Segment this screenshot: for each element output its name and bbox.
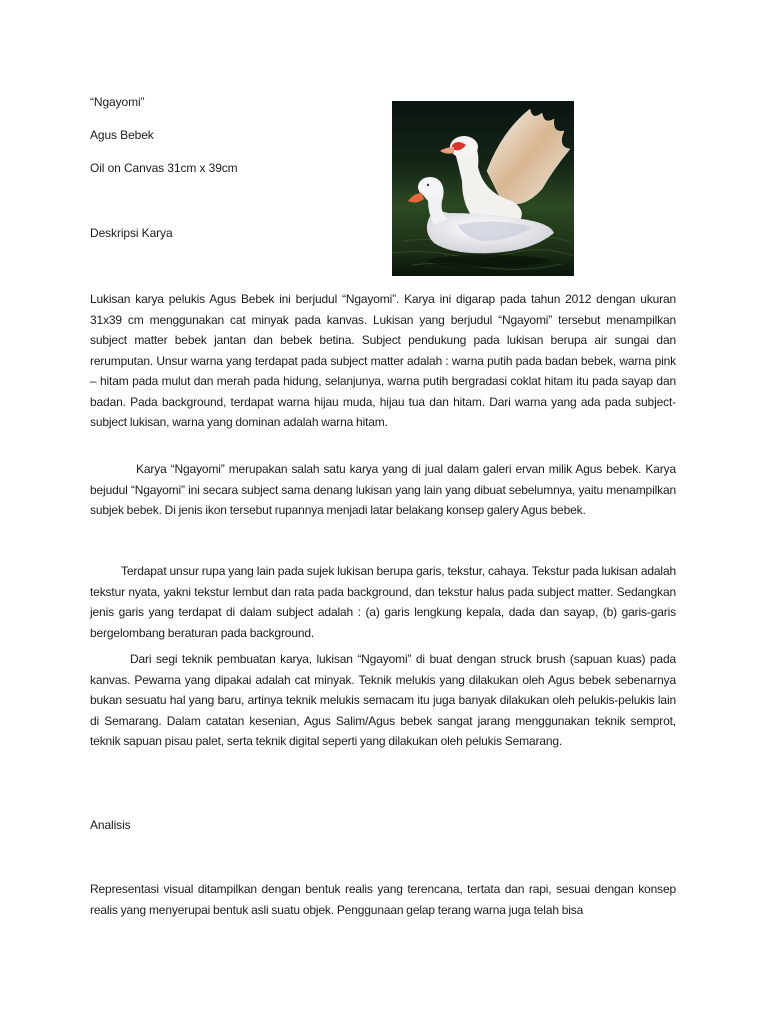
description-body bbox=[90, 289, 676, 433]
artwork-title: “Ngayomi” bbox=[90, 95, 145, 109]
description-heading: Deskripsi Karya bbox=[90, 226, 173, 240]
description-body-2 bbox=[90, 459, 676, 521]
description-paragraph-3: Terdapat unsur rupa yang lain pada sujek lukisan berupa garis, tekstur, cahaya. Tekstur pada lukisan adalah tekstur nyata, yakni tekstur lembut dan rata pada background, dan tekstur halus pada subject matter. Sedangkan jenis garis yang terdapat di dalam subject adalah : (a) garis lengkung kepala, dada dan sayap, (b) garis-garis bergelombang beraturan pada background. bbox=[90, 564, 676, 640]
description-body-3 bbox=[90, 561, 676, 643]
description-body-4 bbox=[90, 649, 676, 752]
artwork-image bbox=[392, 101, 574, 276]
description-paragraph-1: Lukisan karya pelukis Agus Bebek ini berjudul “Ngayomi”. Karya ini digarap pada tahun 2012 dengan ukuran 31x39 cm menggunakan cat minyak pada kanvas. Lukisan yang berjudul “Ngayomi” tersebut menampilkan subject matter bebek jantan dan bebek betina. Subject pendukung pada lukisan berupa air sungai dan rerumputan. Unsur warna yang terdapat pada subject matter adalah : warna putih pada badan bebek, warna pink – hitam pada mulut dan merah pada hidung, selanjunya, warna putih bergradasi coklat hitam itu pada sayap dan badan. Pada background, terdapat warna hijau muda, hijau tua dan hitam. Dari warna yang ada pada subject-subject lukisan, warna yang dominan adalah warna hitam. bbox=[90, 292, 676, 429]
description-paragraph-4: Dari segi teknik pembuatan karya, lukisan “Ngayomi” di buat dengan struck brush (sapuan kuas) pada kanvas. Pewarna yang dipakai adalah cat minyak. Teknik melukis yang dilakukan oleh Agus bebek sebenarnya bukan sesuatu hal yang baru, artinya teknik melukis semacam itu juga banyak dilakukan oleh pelukis-pelukis lain di Semarang. Dalam catatan kesenian, Agus Salim/Agus bebek sangat jarang menggunakan teknik semprot, teknik sapuan pisau palet, serta teknik digital seperti yang dilakukan oleh pelukis Semarang. bbox=[90, 652, 676, 748]
artwork-medium: Oil on Canvas 31cm x 39cm bbox=[90, 161, 238, 175]
analysis-paragraph-1: Representasi visual ditampilkan dengan bentuk realis yang terencana, tertata dan rapi, sesuai dengan konsep realis yang menyerupai bentuk asli suatu objek. Penggunaan gelap terang warna juga telah bisa bbox=[90, 882, 676, 917]
analysis-heading: Analisis bbox=[90, 818, 131, 832]
artist-name: Agus Bebek bbox=[90, 128, 154, 142]
description-paragraph-2: Karya “Ngayomi” merupakan salah satu karya yang di jual dalam galeri ervan milik Agus bebek. Karya bejudul “Ngayomi” ini secara subject sama denang lukisan yang lain yang dibuat sebelumnya, yaitu menampilkan subjek bebek. Di jenis ikon tersebut rupannya menjadi latar belakang konsep galery Agus bebek. bbox=[90, 462, 676, 517]
duck-painting-icon bbox=[392, 101, 574, 276]
analysis-body bbox=[90, 879, 676, 920]
